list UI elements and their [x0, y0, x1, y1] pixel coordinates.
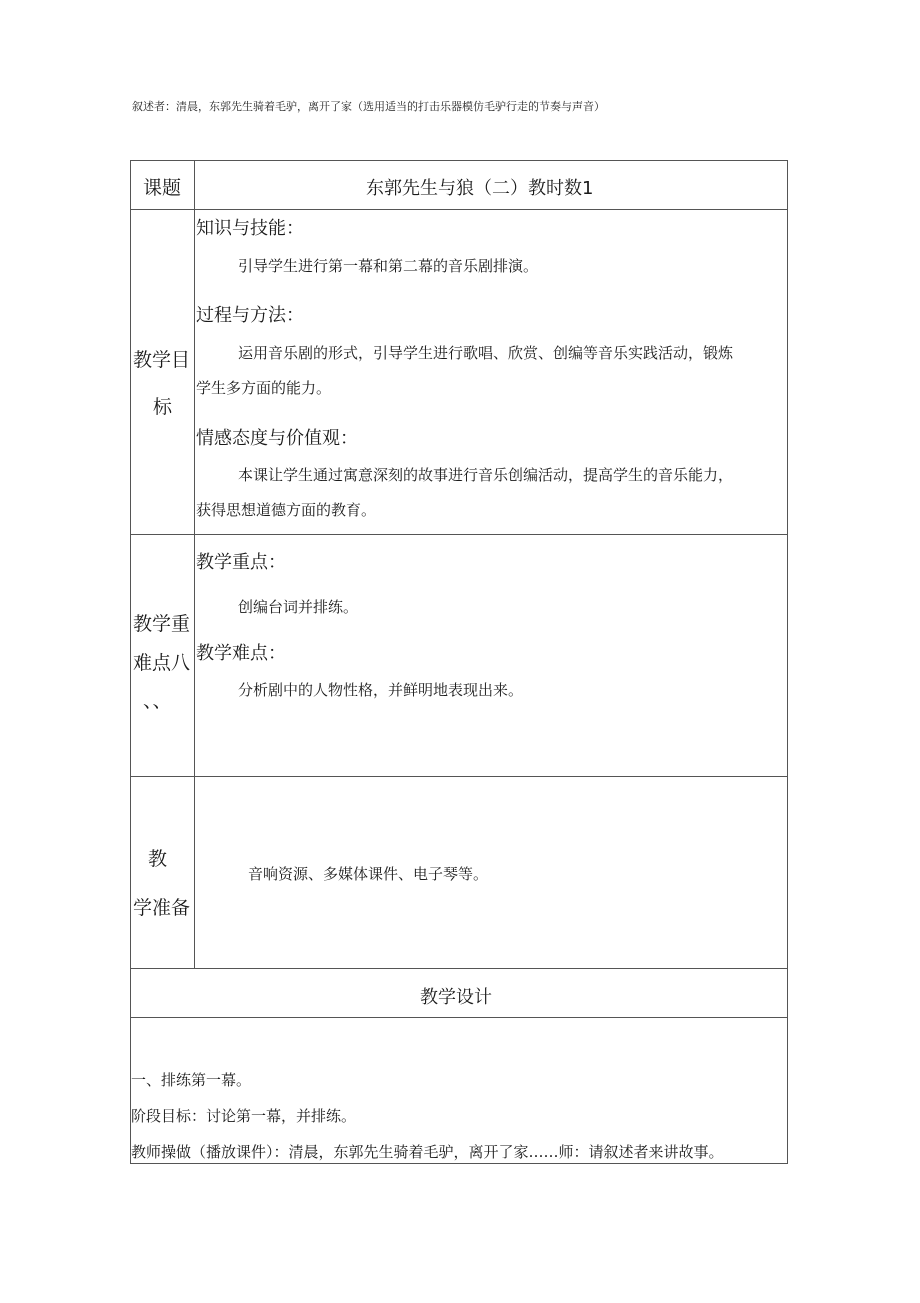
objectives-label-line1: 教学目 — [133, 349, 191, 371]
topic-label: 课题 — [143, 177, 182, 199]
focus-heading: 教学重点： — [196, 552, 286, 573]
difficulty-heading: 教学难点： — [196, 643, 286, 664]
design-line-1: 一、排练第一幕。 — [131, 1071, 252, 1089]
keypoints-label-line2: 难点八 — [133, 652, 191, 674]
keypoints-label-line3: 、、 — [143, 690, 172, 712]
row-divider-keypoints — [130, 776, 788, 777]
process-heading: 过程与方法： — [196, 305, 304, 326]
difficulty-text: 分析剧中的人物性格，并鲜明地表现出来。 — [238, 681, 524, 699]
emotion-text-line2: 获得思想道德方面的教育。 — [196, 501, 377, 519]
preparation-label-line1: 教 — [148, 848, 168, 870]
column-divider — [194, 160, 195, 969]
row-divider-objectives — [130, 534, 788, 535]
design-title: 教学设计 — [420, 987, 492, 1008]
emotion-heading: 情感态度与价值观： — [196, 428, 358, 449]
table-border-top — [130, 160, 788, 161]
design-line-2: 阶段目标：讨论第一幕，并排练。 — [131, 1107, 357, 1125]
emotion-text-line1: 本课让学生通过寓意深刻的故事进行音乐创编活动，提高学生的音乐能力， — [238, 466, 734, 484]
table-border-left — [130, 160, 131, 1164]
keypoints-label-line1: 教学重 — [133, 613, 191, 635]
knowledge-heading: 知识与技能： — [196, 218, 304, 239]
intro-note: 叙述者：清晨，东郭先生骑着毛驴，离开了家（选用适当的打击乐器模仿毛驴行走的节奏与声音） — [132, 100, 605, 113]
table-border-bottom — [130, 1163, 788, 1164]
process-text-line1: 运用音乐剧的形式，引导学生进行歌唱、欣赏、创编等音乐实践活动，锻炼 — [238, 344, 734, 362]
table-border-right — [787, 160, 788, 1164]
focus-text: 创编台词并排练。 — [238, 598, 359, 616]
row-divider-topic — [130, 209, 788, 210]
knowledge-text: 引导学生进行第一幕和第二幕的音乐剧排演。 — [238, 257, 539, 275]
row-divider-design-title — [130, 1017, 788, 1018]
objectives-label-line2: 标 — [153, 396, 173, 418]
preparation-text: 音响资源、多媒体课件、电子琴等。 — [248, 865, 489, 883]
process-text-line2: 学生多方面的能力。 — [196, 379, 332, 397]
preparation-label-line2: 学准备 — [133, 897, 191, 919]
row-divider-preparation — [130, 968, 788, 969]
topic-title: 东郭先生与狼（二）教时数1 — [366, 178, 594, 199]
design-line-3: 教师操做（播放课件）：清晨，东郭先生骑着毛驴，离开了家……师：请叙述者来讲故事。 — [131, 1143, 724, 1161]
